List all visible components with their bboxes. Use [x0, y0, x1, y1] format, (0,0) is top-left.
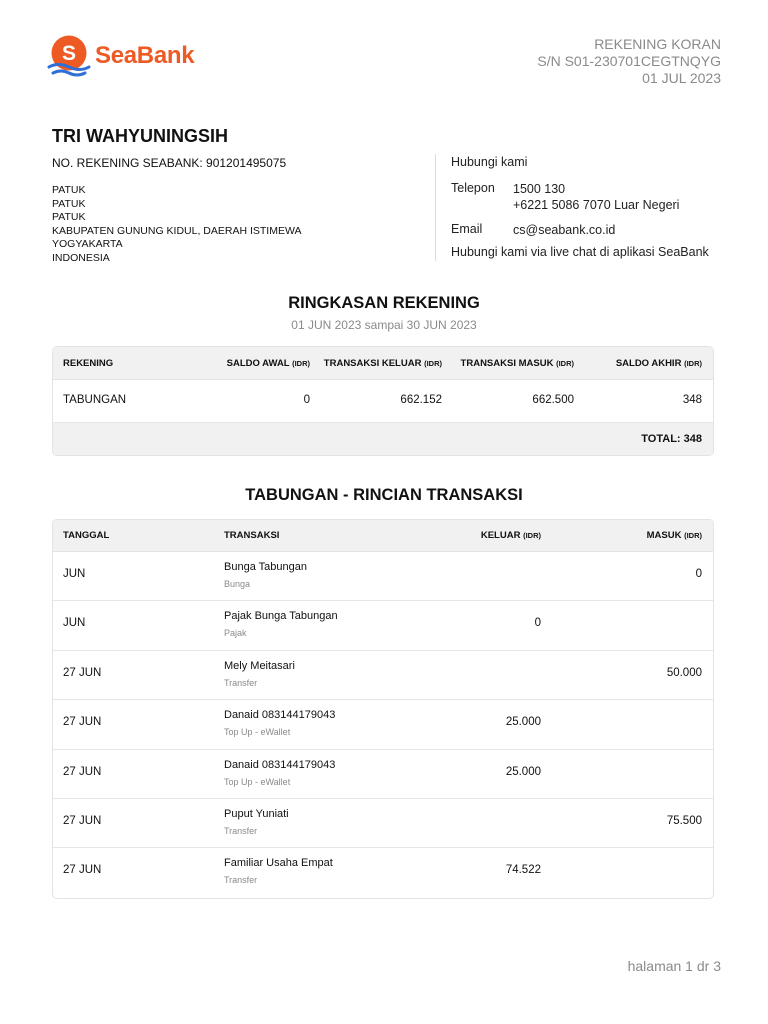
header-outgoing: TRANSAKSI KELUAR (IDR)	[323, 358, 442, 369]
seabank-logo-icon	[46, 34, 92, 78]
header-closing-balance: SALDO AKHIR (IDR)	[615, 358, 702, 369]
summary-period: 01 JUN 2023 sampai 30 JUN 2023	[291, 318, 477, 332]
header-date: TANGGAL	[63, 530, 110, 541]
address-line: PATUK	[52, 197, 86, 210]
transaction-date: 27 JUN	[63, 864, 102, 877]
brand-name: SeaBank	[95, 42, 195, 69]
transaction-type: Bunga	[224, 579, 251, 589]
transaction-row	[53, 848, 713, 897]
header-transaction: TRANSAKSI	[224, 530, 280, 541]
summary-title: RINGKASAN REKENING	[288, 294, 480, 312]
header-opening-balance: SALDO AWAL (IDR)	[226, 358, 310, 369]
page-number: halaman 1 dr 3	[627, 958, 721, 974]
document-serial: S/N S01-230701CEGTNQYG	[537, 53, 721, 69]
account-holder-name: TRI WAHYUNINGSIH	[52, 126, 229, 146]
address-line: PATUK	[52, 184, 86, 196]
phone-number[interactable]: 1500 130	[513, 182, 566, 196]
summary-row	[53, 380, 713, 423]
account-number: NO. REKENING SEABANK: 901201495075	[52, 156, 287, 170]
header-in: MASUK (IDR)	[646, 530, 702, 541]
document-date: 01 JUL 2023	[642, 70, 721, 86]
phone-row	[451, 181, 679, 213]
transaction-type: Pajak	[224, 628, 247, 639]
transaction-name: Danaid 083144179043	[224, 709, 336, 722]
transaction-out-amount: 25.000	[505, 716, 541, 729]
transaction-out-amount: 74.522	[505, 864, 541, 877]
live-chat-note: Hubungi kami via live chat di aplikasi SeaBank	[451, 245, 709, 259]
header-incoming: TRANSAKSI MASUK (IDR)	[460, 358, 574, 369]
transactions-table	[52, 519, 714, 899]
address-line: KABUPATEN GUNUNG KIDUL, DAERAH ISTIMEWA	[52, 224, 302, 237]
summary-table-header	[53, 347, 713, 380]
header-account: REKENING	[63, 358, 114, 369]
transaction-row	[53, 750, 713, 799]
transactions-body	[53, 552, 713, 898]
phone-label: Telepon	[451, 181, 495, 195]
transaction-date: 27 JUN	[63, 765, 102, 778]
address-line: YOGYAKARTA	[52, 238, 123, 251]
phone-number-intl[interactable]: +6221 5086 7070 Luar Negeri	[513, 198, 680, 212]
vertical-divider	[435, 154, 436, 261]
address-line: PATUK	[52, 211, 86, 224]
summary-account: TABUNGAN	[63, 394, 127, 406]
summary-total: TOTAL: 348	[641, 433, 702, 445]
transaction-type: Top Up - eWallet	[224, 727, 291, 738]
transaction-in-amount: 75.500	[666, 814, 702, 827]
document-meta	[537, 36, 721, 87]
transaction-date: 27 JUN	[63, 814, 102, 827]
svg-text:S: S	[61, 42, 77, 65]
summary-total-row	[53, 423, 713, 455]
summary-closing: 348	[682, 394, 702, 406]
transaction-type: Transfer	[224, 875, 258, 886]
transaction-name: Danaid 083144179043	[224, 758, 336, 771]
transaction-out-amount: 0	[534, 617, 541, 630]
holder-address	[52, 184, 302, 266]
transaction-type: Transfer	[224, 825, 258, 836]
email-link[interactable]: cs@seabank.co.id	[513, 223, 616, 237]
contact-heading: Hubungi kami	[451, 155, 528, 169]
transaction-out-amount: 25.000	[505, 765, 541, 778]
transaction-type: Transfer	[224, 677, 258, 688]
transaction-in-amount: 50.000	[666, 666, 702, 679]
email-row	[451, 222, 615, 238]
transaction-date: 27 JUN	[63, 716, 102, 729]
header-out: KELUAR (IDR)	[480, 530, 541, 541]
summary-table	[52, 346, 714, 456]
summary-outgoing: 662.152	[400, 394, 442, 406]
seabank-logo	[46, 34, 194, 78]
details-title: TABUNGAN - RINCIAN TRANSAKSI	[245, 486, 523, 504]
transaction-row	[53, 799, 713, 848]
transaction-date: JUN	[63, 568, 86, 580]
transaction-name: Puput Yuniati	[224, 807, 289, 820]
address-line: INDONESIA	[52, 251, 110, 264]
transaction-name: Familiar Usaha Empat	[224, 857, 333, 870]
transaction-row	[53, 700, 713, 749]
transaction-row	[53, 651, 713, 700]
transaction-row	[53, 601, 713, 650]
summary-opening: 0	[303, 394, 310, 406]
transaction-date: JUN	[63, 617, 86, 630]
transaction-name: Mely Meitasari	[224, 659, 295, 672]
summary-incoming: 662.500	[532, 394, 574, 406]
transaction-type: Top Up - eWallet	[224, 776, 291, 787]
transaction-in-amount: 0	[695, 568, 702, 580]
transaction-date: 27 JUN	[63, 666, 102, 679]
transaction-name: Bunga Tabungan	[224, 561, 307, 573]
transactions-table-header	[53, 520, 713, 552]
transaction-name: Pajak Bunga Tabungan	[224, 610, 338, 623]
email-label: Email	[451, 222, 483, 236]
document-type: REKENING KORAN	[594, 36, 721, 52]
transaction-row	[53, 552, 713, 601]
